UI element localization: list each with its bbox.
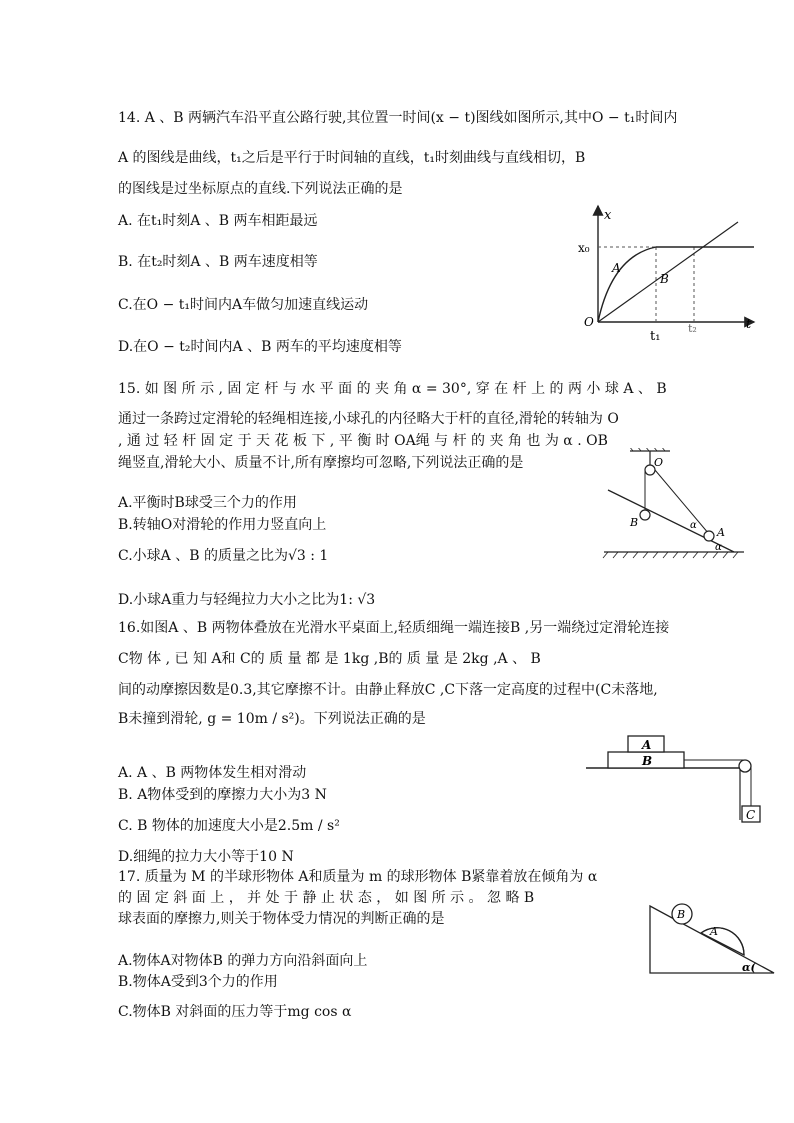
angle-label-ground: α	[715, 542, 722, 553]
hemisphere-a-label: A	[710, 925, 718, 938]
ball-b	[640, 510, 650, 520]
q15-option-a: A.平衡时B球受三个力的作用	[118, 495, 297, 511]
q16-option-c: C. B 物体的加速度大小是2.5m / s²	[118, 818, 340, 834]
q15-rod-pulley-figure	[600, 448, 750, 566]
ball-b-label: B	[630, 516, 639, 529]
pulley	[739, 760, 751, 772]
rope-oa	[655, 470, 709, 534]
block-a-label: A	[642, 738, 652, 752]
angle-label: α(	[742, 961, 756, 974]
q16-stem-line-2: C物 体 , 已 知 A和 C的 质 量 都 是 1kg ,B的 质 量 是 2kg ,A 、 B	[118, 651, 541, 667]
angle-label-rope: α	[690, 520, 697, 531]
q16-option-d: D.细绳的拉力大小等于10 N	[118, 849, 294, 865]
q16-stem-line-3: 间的动摩擦因数是0.3,其它摩擦不计。由静止释放C ,C下落一定高度的过程中(C未落地,	[118, 682, 658, 698]
q14-option-a: A. 在t₁时刻A 、B 两车相距最远	[118, 213, 318, 229]
t1-label: t₁	[650, 329, 661, 344]
q17-option-c: C.物体B 对斜面的压力等于mg cos α	[118, 1004, 352, 1020]
q15-option-d: D.小球A重力与轻绳拉力大小之比为1: √3	[118, 592, 376, 608]
ball-a-label: A	[717, 526, 725, 539]
q16-option-a: A. A 、B 两物体发生相对滑动	[118, 765, 307, 781]
t-axis-label: t	[746, 317, 752, 332]
q16-option-b: B. A物体受到的摩擦力大小为3 N	[118, 787, 327, 803]
x0-label: x₀	[578, 241, 590, 255]
q15-stem-line-4: 绳竖直,滑轮大小、质量不计,所有摩擦均可忽略,下列说法正确的是	[118, 455, 524, 471]
q17-stem-line-2: 的 固 定 斜 面 上 ， 并 处 于 静 止 状 态 ， 如 图 所 示 。 忽 略 B	[118, 890, 535, 906]
block-c-label: C	[746, 808, 756, 822]
q14-stem-line-3: 的图线是过坐标原点的直线.下列说法正确的是	[118, 181, 403, 197]
origin-label: O	[584, 315, 594, 329]
q17-option-a: A.物体A对物体B 的弹力方向沿斜面向上	[118, 953, 368, 969]
q14-xt-graph	[560, 200, 760, 345]
q15-option-c: C.小球A 、B 的质量之比为√3 : 1	[118, 548, 329, 564]
q16-blocks-figure	[582, 728, 768, 824]
q15-option-b: B.转轴O对滑轮的作用力竖直向上	[118, 517, 327, 533]
x-axis-label: x	[604, 208, 612, 223]
curve-a	[598, 247, 754, 322]
q14-option-d: D.在O − t₂时间内A 、B 两车的平均速度相等	[118, 339, 402, 355]
q15-stem-line-1: 15. 如 图 所 示 , 固 定 杆 与 水 平 面 的 夹 角 α = 30°, 穿 在 杆 上 的 两 小 球 A 、 B	[118, 381, 667, 397]
t2-label: t₂	[688, 322, 697, 335]
q14-stem-line-2: A 的图线是曲线，t₁之后是平行于时间轴的直线，t₁时刻曲线与直线相切，B	[118, 150, 586, 166]
q14-option-c: C.在O − t₁时间内A车做匀加速直线运动	[118, 297, 369, 313]
q17-incline-figure	[646, 898, 780, 978]
block-b-label: B	[642, 754, 653, 768]
line-b-label: B	[660, 272, 669, 286]
pulley-label: O	[654, 456, 664, 469]
q17-option-b: B.物体A受到3个力的作用	[118, 974, 278, 990]
ball-b-label: B	[677, 908, 686, 921]
ball-a	[704, 531, 714, 541]
q17-stem-line-1: 17. 质量为 M 的半球形物体 A和质量为 m 的球形物体 B紧靠着放在倾角为 α	[118, 869, 598, 885]
q14-option-b: B. 在t₂时刻A 、B 两车速度相等	[118, 254, 318, 270]
q16-stem-line-4: B未撞到滑轮, g = 10m / s²)。下列说法正确的是	[118, 711, 426, 727]
q15-stem-line-3: , 通 过 轻 杆 固 定 于 天 花 板 下 , 平 衡 时 OA绳 与 杆 的 夹 角 也 为 α . OB	[118, 433, 608, 449]
q16-stem-line-1: 16.如图A 、B 两物体叠放在光滑水平桌面上,轻质细绳一端连接B ,另一端绕过定滑轮连接	[118, 620, 670, 636]
q15-stem-line-2: 通过一条跨过定滑轮的轻绳相连接,小球孔的内径略大于杆的直径,滑轮的转轴为 O	[118, 411, 619, 427]
q14-stem-line-1: 14. A 、B 两辆汽车沿平直公路行驶,其位置一时间(x − t)图线如图所示,其中O − t₁时间内	[118, 110, 678, 126]
q17-stem-line-3: 球表面的摩擦力,则关于物体受力情况的判断正确的是	[118, 911, 445, 927]
curve-a-label: A	[612, 261, 621, 275]
